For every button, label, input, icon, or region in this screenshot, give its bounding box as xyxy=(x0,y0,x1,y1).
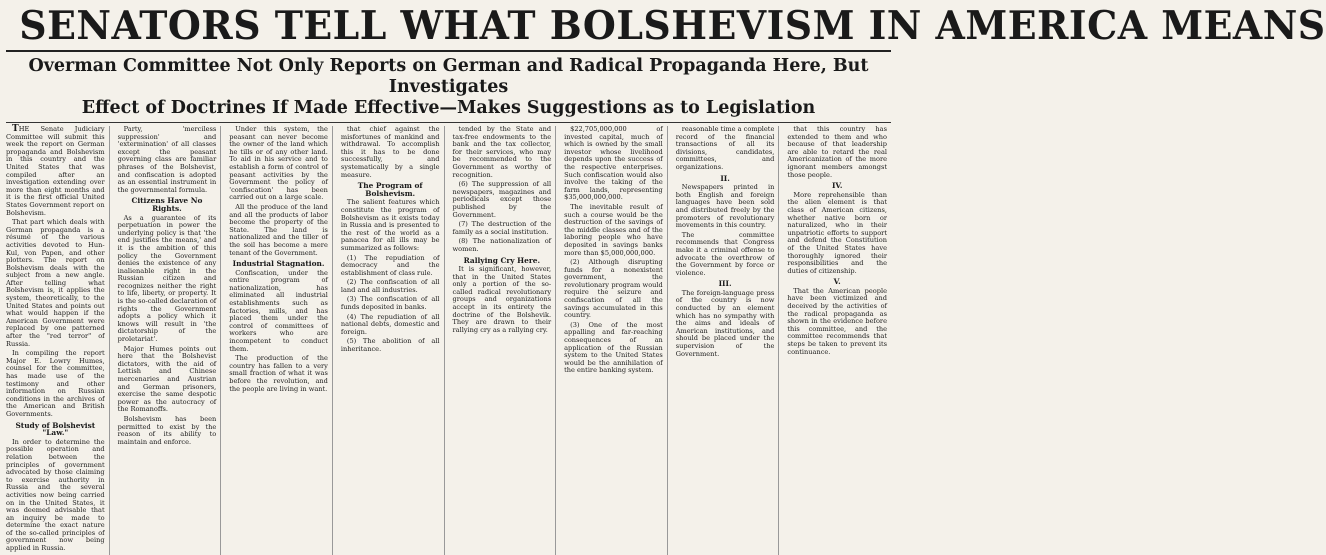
paragraph: (7) The destruction of the family as a social institution. xyxy=(452,220,552,236)
paragraph: The committee recommends that Congress make it a criminal offense to advocate the overthrow of the Government by force or violence. xyxy=(675,230,775,277)
paragraph: The production of the country has fallen to a very small fraction of what it was before the revolution, and the people are living in want. xyxy=(229,354,328,393)
section-heading: The Program of Bolshevism. xyxy=(357,181,423,198)
article-column-8 xyxy=(787,126,891,555)
paragraph: (4) The repudiation of all national debts, domestic and foreign. xyxy=(340,312,440,336)
paragraph: The inevitable result of such a course would be the destruction of the savings of the middle classes and of the laboring people who have deposited in savings banks more than $5,000,000,000. xyxy=(564,202,663,257)
paragraph: reasonable time a complete record of the financial transactions of all its divisions, candidates, committees, and organizations. xyxy=(675,125,775,171)
paragraph: that chief against the misfortunes of mankind and withdrawal. To accomplish this it has to be done successfully, and systematically by a single measure. xyxy=(340,125,440,179)
paragraph: tended by the State and tax-free endowments to the bank and the tax collector, for their services, who may be recommended to the Government as worthy of recognition. xyxy=(452,125,552,179)
article-column-3 xyxy=(229,126,333,555)
section-heading: III. xyxy=(718,279,732,289)
paragraph: As a guarantee of its perpetuation in power the underlying policy is that 'the end justifies the means,' and it is the ambition of this policy the Government denies the existence of any inalienable right in the Russian citizen and recognizes neither the right to life, liberty, or property. It is the so-called declaration of rights the Government adopts a policy which it knows will result in 'the dictatorship of the proletariat'. xyxy=(117,213,217,344)
subhead-line-2: Effect of Doctrines If Made Effective—Makes Suggestions as to Legislation xyxy=(81,98,816,118)
section-heading: Rallying Cry Here. xyxy=(463,255,541,265)
section-heading: II. xyxy=(720,173,730,183)
article-column-1 xyxy=(6,126,110,555)
paragraph: Bolshevism has been permitted to exist by the reason of its ability to maintain and enforce. xyxy=(117,414,217,446)
paragraph: In compiling the report Major E. Lowry Humes, counsel for the committee, has made use of the testimony and other information on Russian conditions in the archives of the American and British Governments. xyxy=(6,349,105,418)
paragraph: That part which deals with German propaganda is a résumé of the various activities devoted to Hun-Kul, von Papen, and other plotters. The report on Bolshevism deals with the subject from a new angle. After telling what Bolshevism is, it applies the system, theoretically, to the United States and points out what would happen if the American Government were replaced by one patterned after the "red terror" of Russia. xyxy=(6,218,105,348)
headline: SENATORS TELL WHAT BOLSHEVISM IN AMERICA MEANS xyxy=(19,3,1326,49)
subhead-line-1: Overman Committee Not Only Reports on German and Radical Propaganda Here, But Investigates xyxy=(28,56,869,97)
paragraph: Under this system, the peasant can never become the owner of the land which he tills or of any other land. To aid in his service and to establish a form of control of peasant activities by the Government the policy of 'confiscation' has been carried out on a large scale. xyxy=(229,125,328,202)
paragraph: Newspapers printed in both English and foreign languages have been sold and distributed freely by the promoters of revolutionary movements in this country. xyxy=(675,183,775,230)
paragraph: Party, 'merciless suppression' and 'extermination' of all classes except the peasant governing class are familiar phrases of the Bolshevist, and confiscation is adopted as an essential instrument in the governmental formula. xyxy=(117,125,217,194)
headline-rule xyxy=(6,50,891,52)
paragraph: Major Humes points out here that the Bolshevist dictators, with the aid of Lettish and Chinese mercenaries and Austrian and German prisoners, exercise the same despotic power as the autocracy of the Romanoffs. xyxy=(117,344,217,414)
paragraph: (8) The nationalization of women. xyxy=(452,237,552,253)
paragraph: All the produce of the land and all the products of labor become the property of the State. The land is nationalized and the tiller of the soil has become a mere tenant of the Government. xyxy=(229,202,328,257)
paragraph: (1) The repudiation of democracy and the establishment of class rule. xyxy=(340,253,440,277)
lead-paragraph: THE Senate Judiciary Committee will submit this week the report on German propaganda and Bolshevism in this country and the United States that was compiled after an investigation extending over more than eight months and it is the first official United States Government report on Bolshevism. xyxy=(6,124,105,217)
section-heading: Study of Bolshevist "Law." xyxy=(15,420,96,438)
paragraph: That the American people have been victimized and deceived by the activities of the radical propaganda as shown in the evidence before this committee, and the committee recommends that steps be taken to prevent its continuance. xyxy=(787,286,887,356)
paragraph: In order to determine the possible operation and relation between the principles of government advocated by those claiming to exercise authority in Russia and the several activities now being carried on in the United States, it was deemed advisable that an inquiry be made to determine the exact nature of the so-called principles of government now being applied in Russia. xyxy=(6,437,105,553)
article-column-6 xyxy=(564,126,668,555)
paragraph: Confiscation, under the entire program of nationalization, has eliminated all industrial establishments such as factories, mills, and has placed them under the control of committees of workers who are incompetent to conduct them. xyxy=(229,268,328,353)
article-column-7 xyxy=(676,126,780,555)
paragraph: The salient features which constitute the program of Bolshevism as it exists today in Russia and is presented to the rest of the world as a panacea for all ills may be summarized as follows: xyxy=(340,198,440,252)
section-heading: Industrial Stagnation. xyxy=(232,259,325,269)
subhead-rule xyxy=(6,122,891,123)
paragraph: (2) The confiscation of all land and all industries. xyxy=(340,278,440,294)
paragraph: The foreign-language press of the country is now conducted by an element which has no sympathy with the aims and ideals of American institutions, and should be placed under the supervision of the Government. xyxy=(675,288,775,358)
paragraph: (5) The abolition of all inheritance. xyxy=(340,337,440,354)
section-heading: V. xyxy=(833,277,841,287)
paragraph: $22,705,000,000 of invested capital, much of which is owned by the small investor whose livelihood depends upon the success of the respective enterprises. Such confiscation would also involve the taking of the farm lands, representing $35,000,000,000. xyxy=(564,125,663,202)
section-heading: IV. xyxy=(831,181,843,191)
paragraph: that this country has extended to them and who because of that leadership are able to retard the real Americanization of the more ignorant members amongst those people. xyxy=(787,125,887,179)
article-column-5 xyxy=(453,126,557,555)
paragraph: (2) Although disrupting funds for a nonexistent government, the revolutionary program would require the seizure and confiscation of all the savings accumulated in this country. xyxy=(564,258,663,320)
paragraph: (3) The confiscation of all funds deposited in banks. xyxy=(340,295,440,312)
article-column-4 xyxy=(341,126,445,555)
article-column-2 xyxy=(118,126,222,555)
paragraph: (3) One of the most appalling and far-reaching consequences of an application of the Russian system to the United States would be the annihilation of the entire banking system. xyxy=(564,320,663,375)
section-heading: Citizens Have No Rights. xyxy=(131,196,203,213)
article-columns xyxy=(6,124,891,553)
paragraph: More reprehensible than the alien element is that class of American citizens, whether native born or naturalized, who in their unpatriotic efforts to support and defend the Constitution of the United States have thoroughly ignored their responsibilities and the duties of citizenship. xyxy=(787,190,887,275)
paragraph: (6) The suppression of all newspapers, magazines and periodicals except those published by the Government. xyxy=(452,180,552,219)
paragraph: It is significant, however, that in the United States only a portion of the so-called radical revolutionary groups and organizations accept in its entirety the doctrine of the Bolshevik. They are drawn to their rallying cry as a rallying cry. xyxy=(452,265,552,334)
